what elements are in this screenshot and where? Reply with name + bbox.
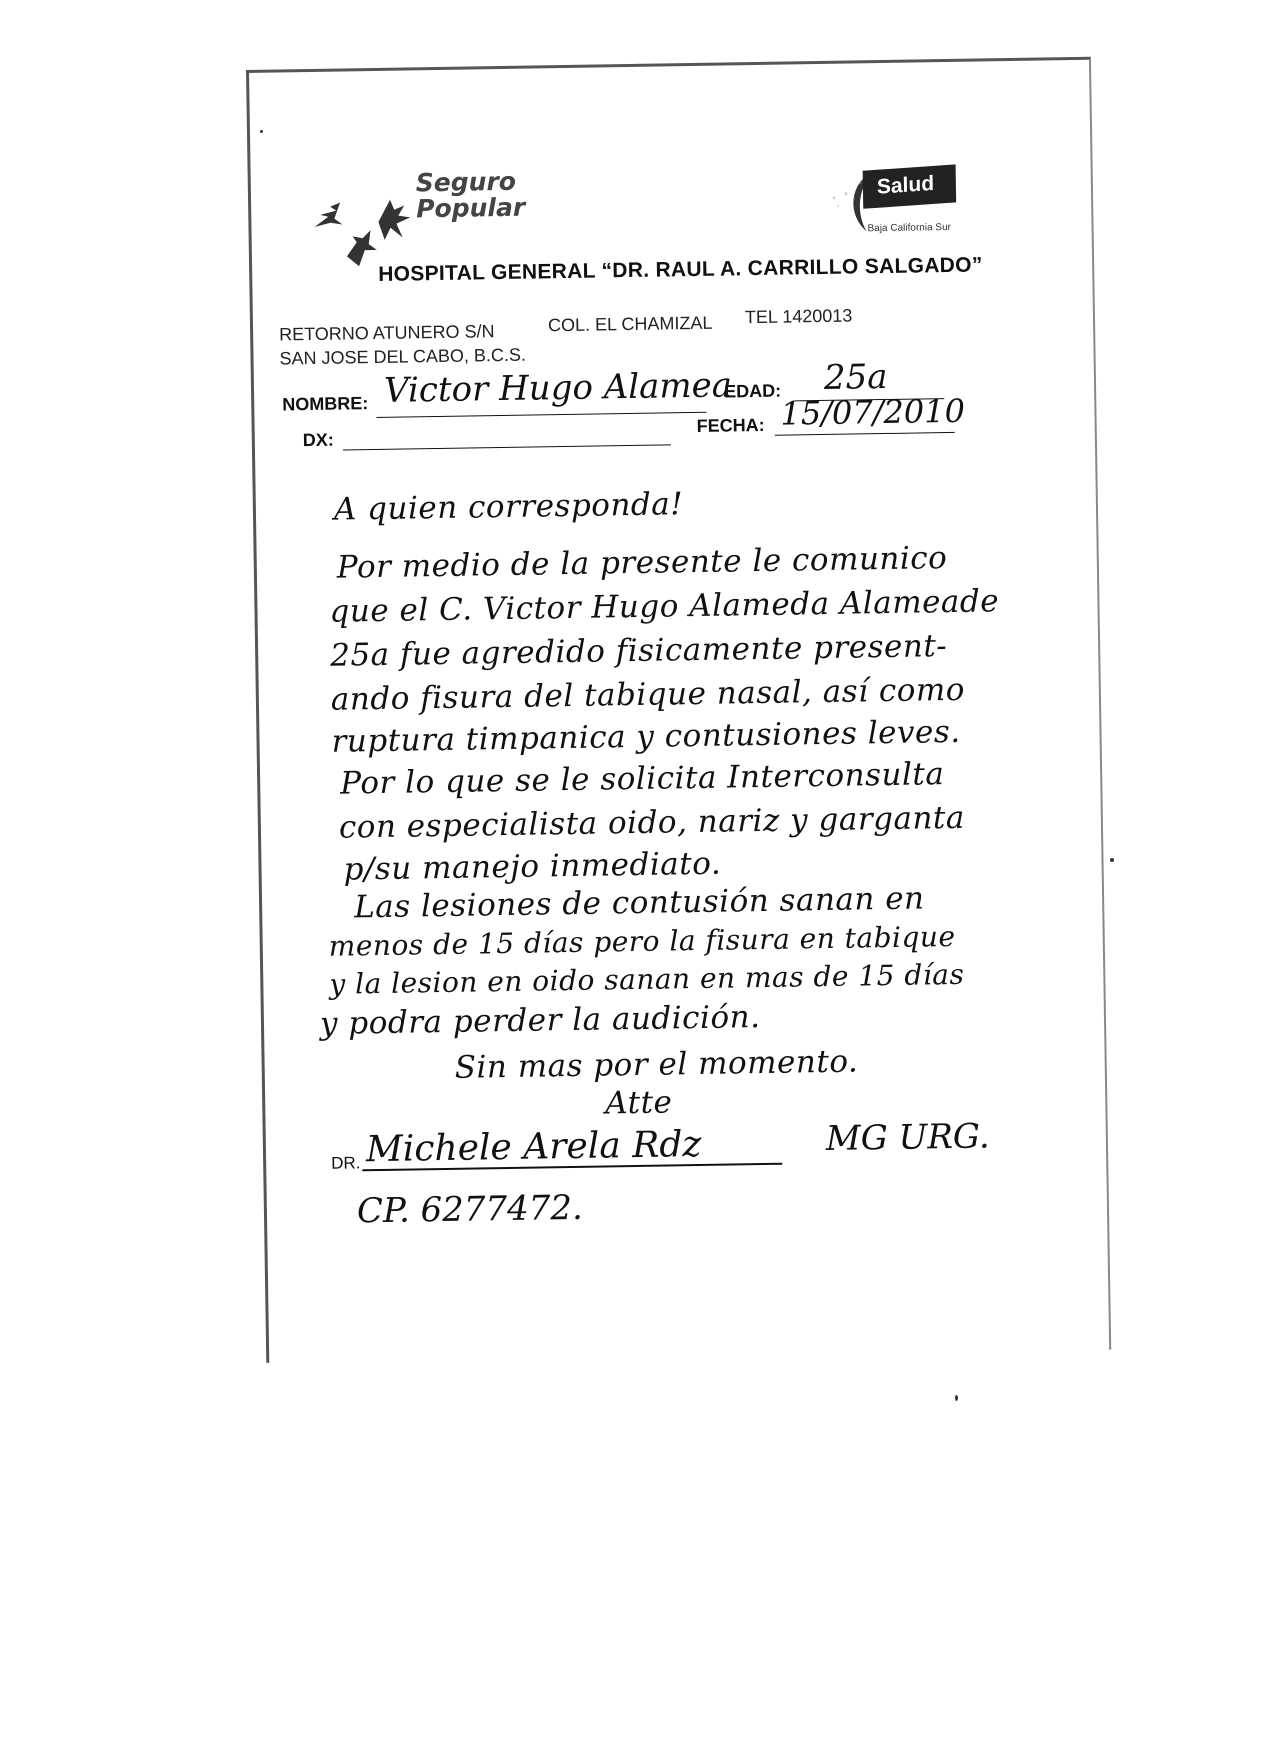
letter-atte: Atte	[604, 1084, 673, 1122]
telefono: TEL 1420013	[744, 305, 853, 328]
signature-cedula: CP. 6277472.	[356, 1187, 584, 1232]
fecha-value: 15/07/2010	[780, 391, 966, 433]
letter-line: que el C. Victor Hugo Alameda Alameade	[329, 583, 1000, 630]
fecha-line	[775, 432, 955, 436]
dx-label: DX:	[302, 429, 334, 451]
nombre-line	[376, 412, 706, 418]
letter-line: Por lo que se le solicita Interconsulta	[339, 756, 945, 802]
letter-line: Las lesiones de contusión sanan en	[353, 880, 925, 926]
letter-line: menos de 15 días pero la fisura en tabique	[328, 919, 956, 963]
edad-value: 25a	[823, 356, 888, 398]
letter-line: y la lesion en oido sanan en mas de 15 días	[329, 957, 965, 1001]
signature-name: Michele Arela Rdz	[365, 1123, 702, 1171]
seguro-popular-wordmark: Seguro Popular	[415, 166, 526, 224]
signature-title: MG URG.	[825, 1116, 990, 1160]
scan-speck	[260, 130, 263, 133]
letter-closing: Sin mas por el momento.	[454, 1043, 859, 1086]
nombre-value: Victor Hugo Alamea	[383, 365, 733, 411]
hospital-title: HOSPITAL GENERAL “DR. RAUL A. CARRILLO SALGADO”	[378, 253, 983, 286]
fecha-label: FECHA:	[696, 414, 765, 436]
letter-line: Por medio de la presente le comunico	[336, 540, 948, 586]
letter-greeting: A quien corresponda!	[333, 486, 684, 528]
edad-label: EDAD:	[723, 380, 782, 402]
scan-speck	[1110, 858, 1114, 862]
letter-line: ando fisura del tabique nasal, así como	[330, 671, 966, 718]
colonia: COL. EL CHAMIZAL	[547, 312, 713, 336]
scan-speck	[955, 1395, 958, 1401]
dr-label: DR.	[331, 1153, 361, 1173]
document-sheet	[246, 57, 1111, 1363]
letter-line: p/su manejo inmediato.	[343, 845, 722, 888]
letter-line: 25a fue agredido fisicamente present-	[329, 628, 948, 674]
address-line-2: SAN JOSE DEL CABO, B.C.S.	[279, 344, 527, 369]
salud-subtitle: Baja California Sur	[867, 221, 952, 235]
nombre-label: NOMBRE:	[282, 393, 369, 415]
letter-line: con especialista oido, nariz y garganta	[338, 799, 966, 846]
letter-line: ruptura timpanica y contusiones leves.	[331, 713, 961, 760]
dx-line	[343, 444, 671, 450]
salud-badge: Salud	[863, 164, 957, 208]
address-line-1: RETORNO ATUNERO S/N	[279, 321, 495, 345]
letter-line: y podra perder la audición.	[319, 999, 761, 1042]
